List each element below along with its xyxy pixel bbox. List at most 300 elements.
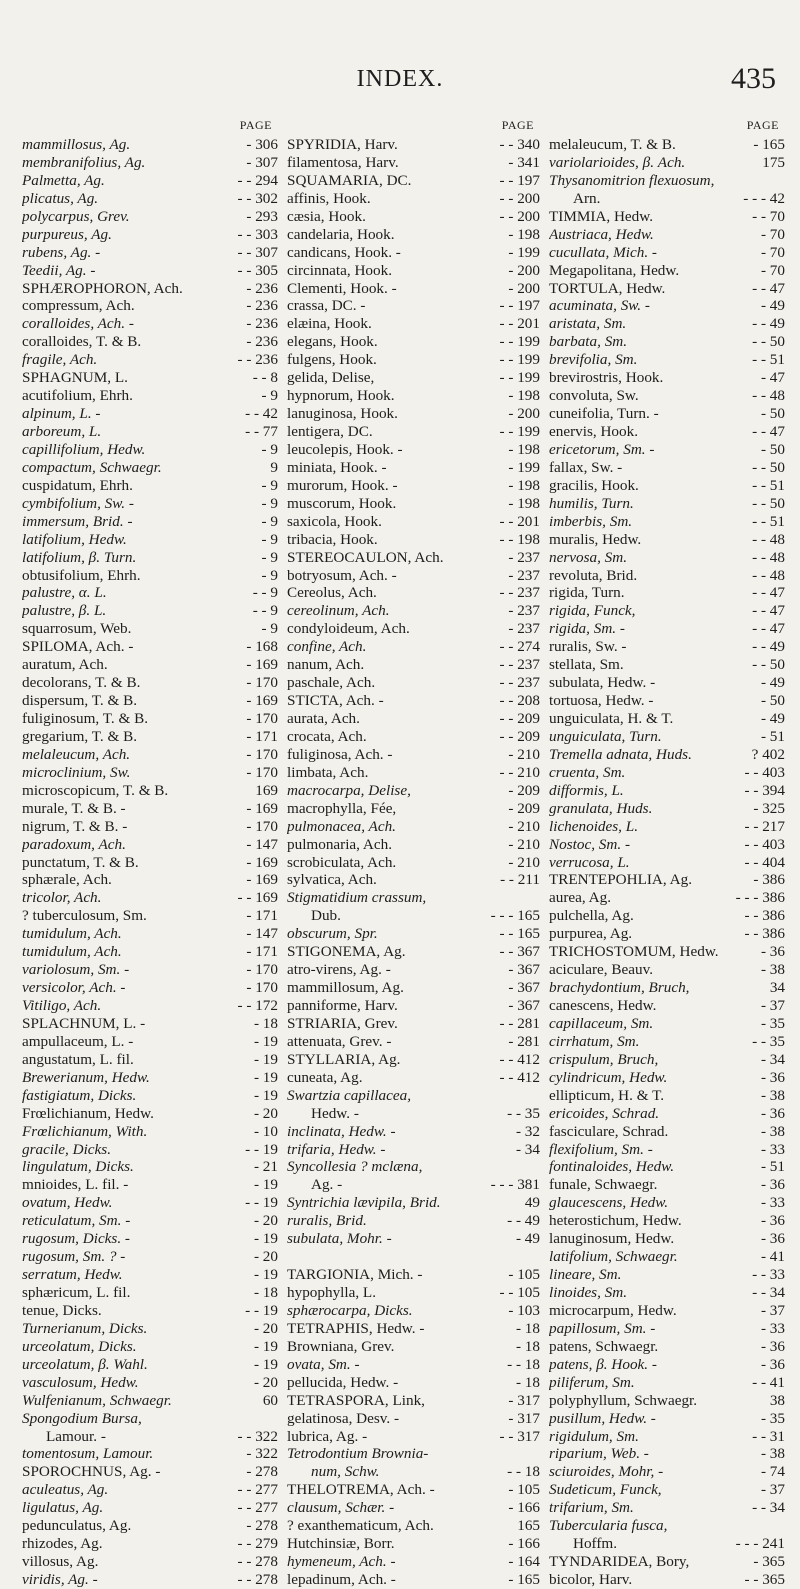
entry-name: affinis, Hook. (287, 189, 371, 207)
entry-name: atro-virens, Ag. - (287, 961, 391, 979)
entry-name: gelida, Delise, (287, 369, 375, 387)
entry-name: microcarpum, Hedw. (549, 1301, 677, 1319)
entry-name: melaleucum, T. & B. (549, 136, 676, 153)
index-entry (549, 1571, 785, 1589)
index-entry (287, 800, 540, 818)
index-entry (22, 656, 278, 674)
entry-page: - 341 (508, 153, 540, 171)
entry-name: sphæricum, L. fil. (22, 1284, 131, 1301)
index-entry (549, 656, 785, 674)
index-entry (549, 818, 785, 836)
entry-name: tricolor, Ach. (22, 889, 102, 907)
entry-page: - 237 (508, 548, 540, 566)
entry-page: - 170 (246, 674, 278, 692)
index-entry (549, 1015, 785, 1033)
entry-name: SPHAGNUM, L. (22, 369, 128, 387)
index-entry (22, 728, 278, 746)
entry-name: sphærale, Ach. (22, 871, 112, 889)
index-entry (287, 1445, 540, 1463)
index-entry (549, 1087, 785, 1105)
index-entry (22, 1320, 278, 1338)
entry-page: - 49 (515, 1230, 540, 1248)
entry-page: - 236 (246, 315, 278, 333)
entry-name: lentigera, DC. (287, 423, 373, 440)
index-entry (287, 1087, 540, 1105)
index-entry (22, 1302, 278, 1320)
entry-name: macrophylla, Fée, (287, 799, 397, 817)
index-entry (22, 674, 278, 692)
entry-page: - 198 (508, 476, 540, 494)
index-entry (549, 190, 785, 208)
entry-page: - 317 (508, 1391, 540, 1409)
index-entry (22, 746, 278, 764)
index-entry (549, 1033, 785, 1051)
index-entry (287, 1212, 540, 1230)
index-entry (287, 584, 540, 602)
index-entry (287, 226, 540, 244)
entry-page: - 170 (246, 817, 278, 835)
index-entry (22, 907, 278, 925)
entry-name: SPHÆROPHORON, Ach. (22, 279, 183, 297)
entry-page: 60 (262, 1391, 278, 1409)
index-entry (549, 1158, 785, 1176)
entry-page: - 236 (246, 279, 278, 297)
entry-name: Lamour. - (46, 1427, 106, 1445)
index-entry (549, 226, 785, 244)
entry-page: - 9 (261, 387, 278, 405)
entry-name: crispulum, Bruch, (549, 1050, 659, 1068)
entry-page: - - 35 (752, 1032, 785, 1050)
index-entry (287, 836, 540, 854)
entry-name: lanuginosum, Hedw. (549, 1230, 675, 1248)
index-entry (22, 620, 278, 638)
entry-page: - 147 (246, 925, 278, 943)
entry-name: tumidulum, Ach. (22, 925, 122, 943)
entry-name: cylindricum, Hedw. (549, 1068, 668, 1086)
entry-page: - 36 (760, 1212, 785, 1230)
index-entry (549, 1105, 785, 1123)
entry-page: 49 (524, 1194, 540, 1212)
page-header (0, 58, 800, 98)
entry-page: - - 47 (752, 602, 785, 620)
entry-page: - - 42 (245, 405, 278, 423)
index-entry (22, 1105, 278, 1123)
entry-name: candicans, Hook. - (287, 243, 401, 261)
index-entry (549, 333, 785, 351)
entry-page: - 50 (760, 440, 785, 458)
column-heading: PAGE (501, 118, 534, 132)
entry-page: - - 237 (499, 674, 540, 692)
entry-page: - 36 (760, 1068, 785, 1086)
entry-page: - 278 (246, 1517, 278, 1535)
entry-page: - 10 (253, 1122, 278, 1140)
entry-list (22, 136, 278, 1589)
entry-page: - 199 (508, 243, 540, 261)
entry-page: - - 34 (752, 1284, 785, 1301)
entry-page: - 169 (246, 853, 278, 871)
entry-page: - - 51 (752, 351, 785, 369)
entry-name: granulata, Huds. (549, 799, 653, 817)
entry-name: obscurum, Spr. (287, 925, 378, 943)
index-entry (549, 495, 785, 513)
entry-page: - - 19 (245, 1194, 278, 1212)
index-entry (549, 513, 785, 531)
entry-page: - - 277 (237, 1481, 278, 1499)
index-entry (287, 441, 540, 459)
entry-page: - 365 (753, 1553, 785, 1571)
entry-page: - - 34 (752, 1499, 785, 1517)
entry-name: villosus, Ag. (22, 1553, 99, 1571)
entry-name: variolosum, Sm. - (22, 961, 130, 979)
index-entry (287, 1428, 540, 1446)
entry-name: coralloides, T. & B. (22, 333, 142, 351)
index-entry (22, 1033, 278, 1051)
index-entry (287, 387, 540, 405)
index-entry (22, 405, 278, 423)
index-entry (549, 567, 785, 585)
index-entry (22, 925, 278, 943)
index-entry (287, 1392, 540, 1410)
entry-page: - 19 (253, 1355, 278, 1373)
entry-name: urceolatum, β. Wahl. (22, 1355, 148, 1373)
index-entry (549, 782, 785, 800)
entry-name: tenue, Dicks. (22, 1301, 102, 1319)
entry-name: THELOTREMA, Ach. - (287, 1481, 435, 1499)
index-entry (549, 674, 785, 692)
entry-name: sciuroides, Mohr, - (549, 1463, 664, 1481)
entry-page: - 367 (508, 979, 540, 997)
entry-name: membranifolius, Ag. (22, 153, 146, 171)
entry-name: TRENTEPOHLIA, Ag. (549, 871, 693, 889)
entry-name: tumidulum, Ach. (22, 943, 122, 961)
entry-name: canescens, Hedw. (549, 997, 657, 1014)
entry-name: trifaria, Hedw. - (287, 1140, 386, 1158)
index-entry (287, 1374, 540, 1392)
index-entry (287, 208, 540, 226)
index-entry (22, 1212, 278, 1230)
entry-name: cuneifolia, Turn. - (549, 405, 659, 423)
entry-page: - 209 (508, 781, 540, 799)
entry-page: - 9 (261, 566, 278, 584)
entry-name: botryosum, Ach. - (287, 566, 397, 584)
entry-name: rigida, Funck, (549, 602, 636, 620)
entry-name: filamentosa, Harv. (287, 153, 399, 171)
index-entry (549, 154, 785, 172)
entry-page: - 103 (508, 1301, 540, 1319)
entry-page: - 41 (760, 1248, 785, 1266)
entry-name: cirrhatum, Sm. (549, 1032, 640, 1050)
index-entry (22, 710, 278, 728)
entry-page: - - 51 (752, 476, 785, 494)
index-entry (22, 1248, 278, 1266)
entry-name: imberbis, Sm. (549, 512, 633, 530)
entry-name: candelaria, Hook. (287, 225, 395, 243)
index-entry (549, 1194, 785, 1212)
entry-name: ericetorum, Sm. - (549, 440, 655, 458)
index-entry (287, 423, 540, 441)
entry-page: - 200 (508, 261, 540, 279)
page-number: 435 (731, 62, 776, 95)
entry-name: fuliginosum, T. & B. (22, 710, 149, 727)
index-entry (22, 961, 278, 979)
index-entry (549, 369, 785, 387)
index-entry (549, 620, 785, 638)
entry-page: - 33 (760, 1140, 785, 1158)
entry-page: - - 50 (752, 494, 785, 512)
entry-page: - 236 (246, 297, 278, 315)
entry-page: - 307 (246, 153, 278, 171)
entry-name: rigida, Sm. - (549, 620, 625, 638)
entry-page: - - 281 (499, 1014, 540, 1032)
entry-name: lineare, Sm. (549, 1266, 622, 1284)
entry-page: - 168 (246, 638, 278, 656)
index-entry (22, 1535, 278, 1553)
index-entry (287, 1194, 540, 1212)
index-entry (287, 297, 540, 315)
entry-page: - 170 (246, 763, 278, 781)
index-entry (549, 1212, 785, 1230)
entry-name: Arn. (573, 189, 601, 207)
index-entry (22, 1571, 278, 1589)
entry-name: TETRAPHIS, Hedw. - (287, 1319, 425, 1337)
index-entry (287, 782, 540, 800)
entry-page: - 200 (508, 279, 540, 297)
index-entry (22, 1284, 278, 1302)
entry-page: - - 172 (237, 997, 278, 1014)
entry-page: - - 18 (507, 1355, 540, 1373)
entry-page: - 33 (760, 1319, 785, 1337)
entry-page: - - 199 (499, 369, 540, 387)
index-entry (22, 154, 278, 172)
entry-page: - 20 (253, 1319, 278, 1337)
index-entry (22, 172, 278, 190)
entry-name: verrucosa, L. (549, 853, 630, 871)
entry-page: - - 48 (752, 548, 785, 566)
entry-name: ovata, Sm. - (287, 1355, 360, 1373)
entry-page: - 70 (760, 225, 785, 243)
entry-name: patens, Schwaegr. (549, 1337, 659, 1355)
entry-page: - 169 (246, 799, 278, 817)
index-entry (549, 979, 785, 997)
entry-page: - - 278 (237, 1553, 278, 1571)
entry-name: Hutchinsiæ, Borr. (287, 1535, 395, 1553)
index-entry (22, 692, 278, 710)
entry-page: - 20 (253, 1248, 278, 1266)
entry-name: cæsia, Hook. (287, 207, 366, 225)
entry-name: cuneata, Ag. (287, 1068, 363, 1086)
entry-name: pulmonacea, Ach. (287, 817, 396, 835)
entry-name: Swartzia capillacea, (287, 1086, 412, 1104)
entry-page: - - 394 (744, 781, 785, 799)
entry-name: Turnerianum, Dicks. (22, 1319, 148, 1337)
entry-page: - 322 (246, 1445, 278, 1463)
entry-name: latifolium, Schwaegr. (549, 1248, 678, 1266)
index-entry (549, 1445, 785, 1463)
entry-name: aurea, Ag. (549, 889, 611, 907)
index-entry (287, 1320, 540, 1338)
entry-name: ericoides, Schrad. (549, 1104, 660, 1122)
entry-page: - 325 (753, 799, 785, 817)
entry-name: SPILOMA, Ach. - (22, 638, 134, 656)
index-entry (22, 387, 278, 405)
entry-page: - 37 (760, 1481, 785, 1499)
entry-page: 175 (762, 153, 785, 171)
entry-name: SPLACHNUM, L. - (22, 1014, 146, 1032)
index-entry (549, 1176, 785, 1194)
index-entry (22, 943, 278, 961)
entry-page: - 18 (253, 1014, 278, 1032)
entry-page: - - 165 (499, 925, 540, 943)
index-entry (549, 1141, 785, 1159)
entry-page: - 171 (246, 907, 278, 925)
entry-name: piliferum, Sm. (549, 1373, 635, 1391)
entry-page: - - - 42 (743, 189, 785, 207)
entry-name: rigida, Turn. (549, 584, 625, 602)
entry-page: - - 47 (752, 423, 785, 440)
entry-page: - 278 (246, 1463, 278, 1481)
entry-name: pulmonaria, Ach. (287, 835, 393, 853)
index-entry (287, 477, 540, 495)
entry-name: Frœlichianum, Hedw. (22, 1104, 154, 1122)
entry-name: scrobiculata, Ach. (287, 853, 397, 871)
index-entry (22, 208, 278, 226)
entry-name: STYLLARIA, Ag. (287, 1050, 401, 1068)
index-entry (22, 1051, 278, 1069)
entry-name: subulata, Hedw. - (549, 674, 656, 692)
index-entry (549, 836, 785, 854)
entry-name: crocata, Ach. (287, 727, 367, 745)
index-entry (287, 1481, 540, 1499)
entry-name: Hedw. - (311, 1104, 359, 1122)
entry-page: - 49 (760, 710, 785, 727)
entry-name: barbata, Sm. (549, 333, 628, 351)
entry-name: Syntrichia lævipila, Brid. (287, 1194, 441, 1212)
index-entry (287, 656, 540, 674)
index-entry (22, 495, 278, 513)
entry-page: - - 322 (237, 1427, 278, 1445)
entry-name: decolorans, T. & B. (22, 674, 141, 692)
entry-page: - 367 (508, 997, 540, 1014)
entry-page: - - 403 (744, 835, 785, 853)
entry-list (287, 136, 540, 1589)
entry-page: - - 201 (499, 512, 540, 530)
index-entry (22, 997, 278, 1015)
entry-name: Clementi, Hook. - (287, 279, 397, 297)
entry-page: - - 208 (499, 692, 540, 710)
index-entry (22, 423, 278, 441)
entry-name: aciculare, Beauv. (549, 961, 653, 979)
entry-page: - 198 (508, 225, 540, 243)
entry-name: viridis, Ag. - (22, 1571, 98, 1588)
entry-name: clausum, Schær. - (287, 1499, 395, 1517)
entry-name: fasciculare, Schrad. (549, 1122, 669, 1140)
entry-page: - - 70 (752, 207, 785, 225)
index-entry (287, 244, 540, 262)
entry-page: - - 19 (245, 1301, 278, 1319)
entry-list (549, 136, 785, 1589)
entry-name: arboreum, L. (22, 423, 102, 440)
entry-name: Ag. - (311, 1176, 343, 1194)
entry-name: compactum, Schwaegr. (22, 458, 162, 476)
entry-name: Syncollesia ? mclæna, (287, 1158, 423, 1176)
entry-name: leucolepis, Hook. - (287, 440, 403, 458)
entry-name: lingulatum, Dicks. (22, 1158, 134, 1176)
entry-name: Brewerianum, Hedw. (22, 1068, 150, 1086)
entry-page: - 9 (261, 620, 278, 638)
entry-page: - 38 (760, 961, 785, 979)
index-entry (549, 943, 785, 961)
entry-page: - 49 (760, 674, 785, 692)
entry-name: SQUAMARIA, DC. (287, 171, 412, 189)
entry-name: tortuosa, Hedw. - (549, 692, 654, 710)
entry-name: paradoxum, Ach. (22, 835, 126, 853)
index-entry (549, 172, 785, 190)
index-entry (287, 1230, 540, 1248)
index-entry (287, 710, 540, 728)
index-entry (287, 1015, 540, 1033)
entry-name: melaleucum, Ach. (22, 745, 131, 763)
entry-name: brachydontium, Bruch, (549, 979, 690, 997)
index-entry (549, 1410, 785, 1428)
entry-page: - 34 (515, 1140, 540, 1158)
index-entry (549, 441, 785, 459)
entry-page: - 9 (261, 530, 278, 548)
entry-name: num, Schw. (311, 1463, 380, 1481)
entry-page: - 166 (508, 1535, 540, 1553)
entry-name: latifolium, Hedw. (22, 530, 127, 548)
index-entry (287, 961, 540, 979)
index-entry (287, 351, 540, 369)
entry-name: fragile, Ach. (22, 351, 98, 369)
index-entry (22, 836, 278, 854)
entry-name: condyloideum, Ach. (287, 620, 410, 638)
index-column-3 (549, 118, 785, 1589)
entry-name: ? exanthematicum, Ach. (287, 1517, 434, 1535)
index-entry (549, 889, 785, 907)
entry-page: - - 199 (499, 423, 540, 440)
index-entry (22, 1087, 278, 1105)
index-entry (22, 1374, 278, 1392)
index-entry (287, 1338, 540, 1356)
entry-name: murorum, Hook. - (287, 476, 398, 494)
entry-page: - 32 (515, 1122, 540, 1140)
entry-page: - 19 (253, 1068, 278, 1086)
index-entry (287, 1463, 540, 1481)
index-entry (287, 1105, 540, 1123)
entry-page: - 49 (760, 297, 785, 315)
index-entry (287, 513, 540, 531)
entry-name: mnioides, L. fil. - (22, 1176, 129, 1194)
entry-page: - - 49 (752, 638, 785, 656)
index-entry (287, 1266, 540, 1284)
entry-name: auratum, Ach. (22, 656, 108, 674)
entry-name: fallax, Sw. - (549, 458, 623, 476)
index-entry (287, 1356, 540, 1374)
column-heading: PAGE (746, 118, 779, 132)
index-entry (22, 477, 278, 495)
entry-name: pulchella, Ag. (549, 907, 634, 925)
entry-name: heterostichum, Hedw. (549, 1212, 682, 1230)
entry-page: - 198 (508, 440, 540, 458)
entry-page: - - 317 (499, 1427, 540, 1445)
entry-name: murale, T. & B. - (22, 799, 126, 817)
entry-name: rubens, Ag. - (22, 243, 101, 261)
entry-name: muscorum, Hook. (287, 494, 397, 512)
entry-page: - - 8 (252, 369, 278, 387)
entry-name: palustre, α. L. (22, 584, 107, 602)
entry-page: - - 31 (752, 1427, 785, 1445)
entry-name: unguiculata, Turn. (549, 727, 662, 745)
